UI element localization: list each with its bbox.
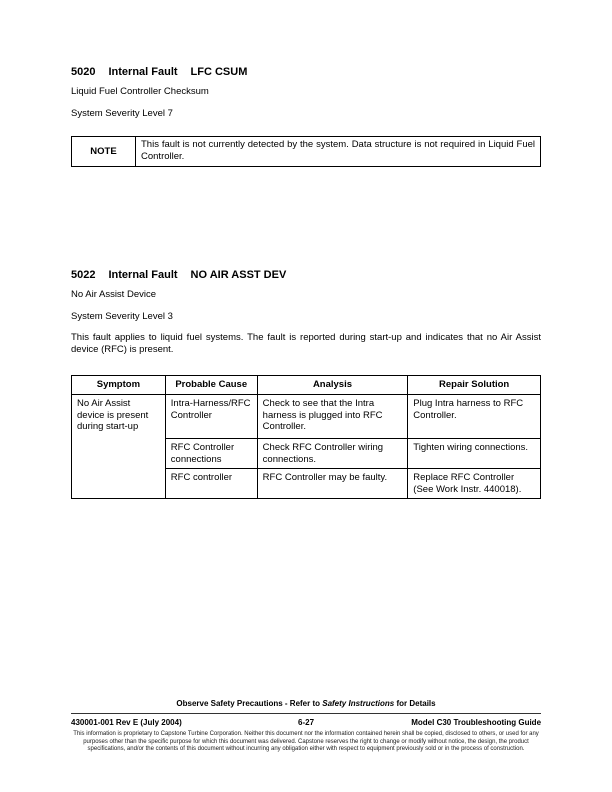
- troubleshooting-table: [71, 375, 541, 499]
- cause-cell: RFC Controller connections: [165, 439, 257, 469]
- cause-cell: Intra-Harness/RFC Controller: [165, 395, 257, 439]
- symptom-cell: No Air Assist device is present during start-up: [72, 395, 166, 499]
- table-header-row: [72, 376, 541, 395]
- note-label: NOTE: [72, 137, 136, 166]
- repair-cell: Plug Intra harness to RFC Controller.: [408, 395, 541, 439]
- analysis-cell: Check to see that the Intra harness is plugged into RFC Controller.: [257, 395, 408, 439]
- analysis-cell: Check RFC Controller wiring connections.: [257, 439, 408, 469]
- header-analysis: Analysis: [257, 376, 408, 395]
- fault-description: This fault applies to liquid fuel systems. The fault is reported during start-up and indicates that no Air Assist device (RFC) is present.: [71, 332, 541, 355]
- safety-text-suffix: for Details: [394, 699, 436, 708]
- fault-severity: System Severity Level 3: [71, 311, 173, 322]
- footer-info-row: [71, 718, 541, 727]
- fault-subtitle: Liquid Fuel Controller Checksum: [71, 86, 209, 97]
- fault-name: NO AIR ASST DEV: [190, 269, 287, 281]
- header-probable-cause: Probable Cause: [165, 376, 257, 395]
- fault-5020-heading: [71, 66, 541, 79]
- section-fault-5020: [71, 66, 541, 119]
- safety-text-italic: Safety Instructions: [322, 699, 395, 708]
- fault-code: 5022: [71, 269, 96, 281]
- note-box: [71, 136, 541, 167]
- repair-cell: Tighten wiring connections.: [408, 439, 541, 469]
- fault-5022-heading: [71, 269, 541, 282]
- fault-type: Internal Fault: [108, 269, 178, 281]
- header-repair-solution: Repair Solution: [408, 376, 541, 395]
- table-row: [72, 395, 541, 439]
- fault-name: LFC CSUM: [190, 66, 248, 78]
- safety-precautions-line: [71, 699, 541, 709]
- fault-code: 5020: [71, 66, 96, 78]
- note-text: This fault is not currently detected by the system. Data structure is not required in Liquid Fuel Controller.: [141, 139, 535, 162]
- footer-doc-title: Model C30 Troubleshooting Guide: [411, 718, 542, 727]
- footer-page-number: 6-27: [298, 718, 315, 727]
- repair-cell: Replace RFC Controller (See Work Instr. 440018).: [408, 469, 541, 499]
- fault-subtitle: No Air Assist Device: [71, 289, 156, 300]
- cause-cell: RFC controller: [165, 469, 257, 499]
- proprietary-notice: This information is proprietary to Capstone Turbine Corporation. Neither this document nor the information contained herein shall be copied, disclosed to others, or used for any purposes other than the specific purpose for which this document was delivered. Capstone reserves the right to change or modify without notice, the design, the product specifications, and/or the contents of this document without incurring any obligation either with respect to equipment previously sold or in the process of construction.: [73, 731, 539, 752]
- fault-severity: System Severity Level 7: [71, 108, 173, 119]
- header-symptom: Symptom: [72, 376, 166, 395]
- analysis-cell: RFC Controller may be faulty.: [257, 469, 408, 499]
- fault-type: Internal Fault: [108, 66, 178, 78]
- section-fault-5022: [71, 269, 541, 355]
- footer-doc-id: 430001-001 Rev E (July 2004): [71, 718, 182, 727]
- safety-text-prefix: Observe Safety Precautions - Refer to: [176, 699, 323, 708]
- footer-divider: [71, 713, 541, 714]
